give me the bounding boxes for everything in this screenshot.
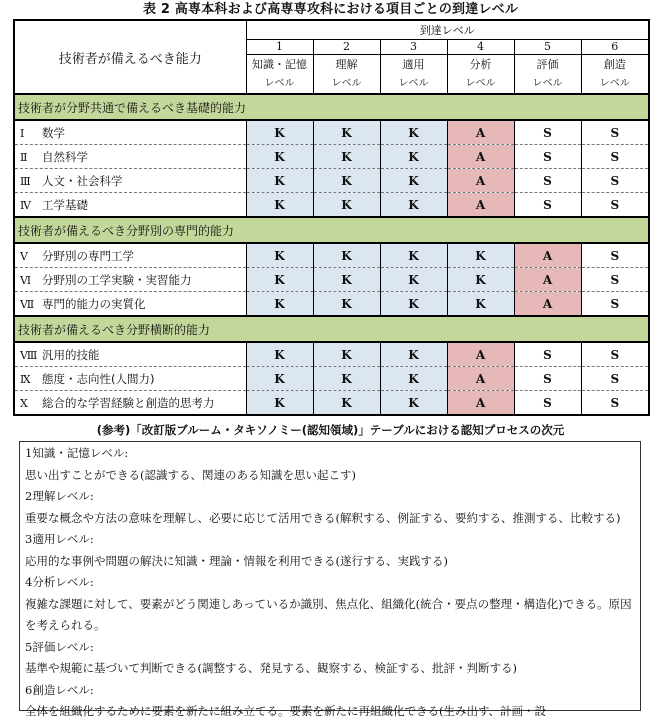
level-cell-6: S	[581, 292, 649, 317]
level-cell-1: K	[246, 145, 313, 169]
level-name-3	[380, 55, 447, 95]
ability-name-cell	[14, 243, 246, 268]
level-cell-4: A	[447, 169, 514, 193]
level-group-header: 到達レベル	[246, 20, 649, 40]
level-cell-1: K	[246, 292, 313, 317]
ability-name-cell	[14, 145, 246, 169]
level-cell-4: K	[447, 268, 514, 292]
table-row	[14, 342, 649, 367]
ability-label: 態度・志向性(人間力)	[42, 371, 155, 386]
level-cell-5: S	[514, 120, 581, 145]
table-row	[14, 145, 649, 169]
level-cell-2: K	[313, 169, 380, 193]
level-cell-5: S	[514, 391, 581, 416]
level-cell-4: A	[447, 145, 514, 169]
level-cell-4: A	[447, 120, 514, 145]
level-name-label: 分析	[469, 58, 492, 71]
level-cell-2: K	[313, 193, 380, 218]
level-cell-6: S	[581, 367, 649, 391]
level-sub-label: レベル	[465, 78, 496, 89]
ability-name-cell	[14, 268, 246, 292]
section-header-row	[14, 217, 649, 243]
ability-label: 自然科学	[42, 149, 88, 164]
reference-level-heading: 4分析レベル:	[25, 575, 94, 589]
roman-numeral: Ⅸ	[20, 372, 31, 386]
ability-name-cell	[14, 342, 246, 367]
table-row	[14, 367, 649, 391]
reference-level-description: 応用的な事例や問題の解決に知識・理論・情報を利用できる(遂行する、実践する)	[25, 553, 448, 568]
level-cell-3: K	[380, 145, 447, 169]
reference-level-heading: 6創造レベル:	[25, 682, 94, 697]
roman-numeral: Ⅹ	[20, 396, 28, 410]
ability-name-cell	[14, 169, 246, 193]
level-cell-3: K	[380, 391, 447, 416]
level-cell-4: K	[447, 243, 514, 268]
level-cell-5: A	[514, 292, 581, 317]
table-row	[14, 268, 649, 292]
level-sub-label: レベル	[532, 78, 563, 89]
level-cell-1: K	[246, 169, 313, 193]
reference-level-description: 思い出すことができる(認識する、関連のある知識を思い起こす)	[25, 467, 356, 482]
level-cell-5: S	[514, 193, 581, 218]
level-cell-1: K	[246, 342, 313, 367]
table-row	[14, 193, 649, 218]
level-name-5	[514, 55, 581, 95]
attainment-level-table	[13, 19, 650, 416]
level-name-label: 創造	[603, 58, 626, 71]
section-title: 技術者が備えるべき分野横断的能力	[14, 316, 649, 342]
reference-title: (参考)「改訂版ブルーム・タキソノミー(認知領域)」テーブルにおける認知プロセスの次元	[96, 423, 565, 437]
level-cell-6: S	[581, 193, 649, 218]
level-number-6: 6	[581, 40, 649, 55]
section-title: 技術者が備えるべき分野別の専門的能力	[14, 217, 649, 243]
ability-name-cell	[14, 367, 246, 391]
level-cell-2: K	[313, 268, 380, 292]
level-sub-label: レベル	[398, 78, 429, 89]
level-name-label: 適用	[402, 58, 425, 71]
level-number-5: 5	[514, 40, 581, 55]
ability-label: 総合的な学習経験と創造的思考力	[42, 395, 215, 410]
level-cell-4: A	[447, 391, 514, 416]
level-sub-label: レベル	[264, 78, 295, 89]
level-cell-2: K	[313, 367, 380, 391]
roman-numeral: Ⅲ	[20, 174, 31, 188]
ability-name-cell	[14, 292, 246, 317]
ability-label: 分野別の工学実験・実習能力	[42, 272, 192, 287]
level-cell-3: K	[380, 193, 447, 218]
reference-level-description: 重要な概念や方法の意味を理解し、必要に応じて活用できる(解釈する、例証する、要約する、推測する、比較する)	[25, 510, 621, 525]
level-number-1: 1	[246, 40, 313, 55]
table-row	[14, 391, 649, 416]
level-cell-6: S	[581, 342, 649, 367]
level-cell-5: A	[514, 243, 581, 268]
ability-label: 分野別の専門工学	[42, 248, 134, 263]
reference-level-heading: 5評価レベル:	[25, 639, 94, 654]
level-cell-1: K	[246, 268, 313, 292]
level-cell-4: A	[447, 193, 514, 218]
level-cell-3: K	[380, 367, 447, 391]
reference-level-heading: 2理解レベル:	[25, 489, 94, 503]
level-name-4	[447, 55, 514, 95]
level-name-2	[313, 55, 380, 95]
table-row	[14, 169, 649, 193]
level-cell-5: S	[514, 367, 581, 391]
level-number-3: 3	[380, 40, 447, 55]
reference-level-description: 全体を組織化するために要素を新たに組み立てる。要素を新たに再組織化できる(生み出す、計画・設	[25, 704, 547, 718]
level-cell-3: K	[380, 169, 447, 193]
level-cell-4: K	[447, 292, 514, 317]
level-cell-6: S	[581, 145, 649, 169]
level-cell-6: S	[581, 268, 649, 292]
level-sub-label: レベル	[331, 78, 362, 89]
level-cell-2: K	[313, 292, 380, 317]
level-cell-6: S	[581, 120, 649, 145]
ability-name-cell	[14, 193, 246, 218]
ability-label: 数学	[42, 125, 65, 140]
level-cell-1: K	[246, 243, 313, 268]
level-name-6	[581, 55, 649, 95]
level-cell-2: K	[313, 342, 380, 367]
level-cell-2: K	[313, 145, 380, 169]
level-number-2: 2	[313, 40, 380, 55]
level-cell-1: K	[246, 120, 313, 145]
level-name-label: 知識・記憶	[252, 58, 307, 71]
level-cell-1: K	[246, 367, 313, 391]
table-row	[14, 292, 649, 317]
level-cell-2: K	[313, 120, 380, 145]
level-cell-4: A	[447, 342, 514, 367]
level-name-1	[246, 55, 313, 95]
level-cell-6: S	[581, 243, 649, 268]
roman-numeral: Ⅷ	[20, 348, 38, 362]
roman-numeral: Ⅴ	[20, 249, 28, 263]
level-cell-3: K	[380, 268, 447, 292]
level-name-label: 理解	[335, 58, 358, 71]
table-row	[14, 120, 649, 145]
roman-numeral: Ⅰ	[20, 126, 25, 140]
row-header: 技術者が備えるべき能力	[14, 20, 246, 94]
ability-label: 工学基礎	[42, 197, 88, 212]
level-cell-6: S	[581, 391, 649, 416]
level-cell-3: K	[380, 292, 447, 317]
roman-numeral: Ⅱ	[20, 150, 28, 164]
level-cell-5: S	[514, 169, 581, 193]
level-cell-2: K	[313, 391, 380, 416]
section-header-row	[14, 316, 649, 342]
level-cell-3: K	[380, 120, 447, 145]
table-row	[14, 243, 649, 268]
reference-level-description: 複雑な課題に対して、要素がどう関連しあっているか識別、焦点化、組織化(統合・要点の整理・構造化)できる。原因を考えられる。	[25, 596, 632, 632]
level-cell-2: K	[313, 243, 380, 268]
level-cell-5: S	[514, 145, 581, 169]
ability-label: 専門的能力の実質化	[42, 296, 146, 311]
level-cell-1: K	[246, 391, 313, 416]
level-cell-3: K	[380, 342, 447, 367]
reference-level-heading: 1知識・記憶レベル:	[25, 446, 129, 460]
level-number-4: 4	[447, 40, 514, 55]
section-header-row	[14, 94, 649, 120]
level-cell-6: S	[581, 169, 649, 193]
roman-numeral: Ⅶ	[20, 297, 35, 311]
roman-numeral: Ⅵ	[20, 273, 32, 287]
section-title: 技術者が分野共通で備えるべき基礎的能力	[14, 94, 649, 120]
ability-name-cell	[14, 391, 246, 416]
table-title: 表 2 高専本科および高専専攻科における項目ごとの到達レベル	[142, 2, 519, 17]
level-cell-5: A	[514, 268, 581, 292]
level-cell-4: A	[447, 367, 514, 391]
level-cell-5: S	[514, 342, 581, 367]
level-cell-3: K	[380, 243, 447, 268]
ability-label: 汎用的技能	[42, 347, 100, 362]
ability-label: 人文・社会科学	[42, 173, 123, 188]
reference-level-heading: 3適用レベル:	[25, 532, 94, 546]
level-cell-1: K	[246, 193, 313, 218]
reference-box	[19, 441, 641, 718]
level-name-label: 評価	[536, 58, 559, 71]
ability-name-cell	[14, 120, 246, 145]
reference-level-description: 基準や規範に基づいて判断できる(調整する、発見する、観察する、検証する、批評・判断する)	[25, 661, 517, 675]
level-sub-label: レベル	[599, 78, 630, 89]
roman-numeral: Ⅳ	[20, 198, 31, 212]
